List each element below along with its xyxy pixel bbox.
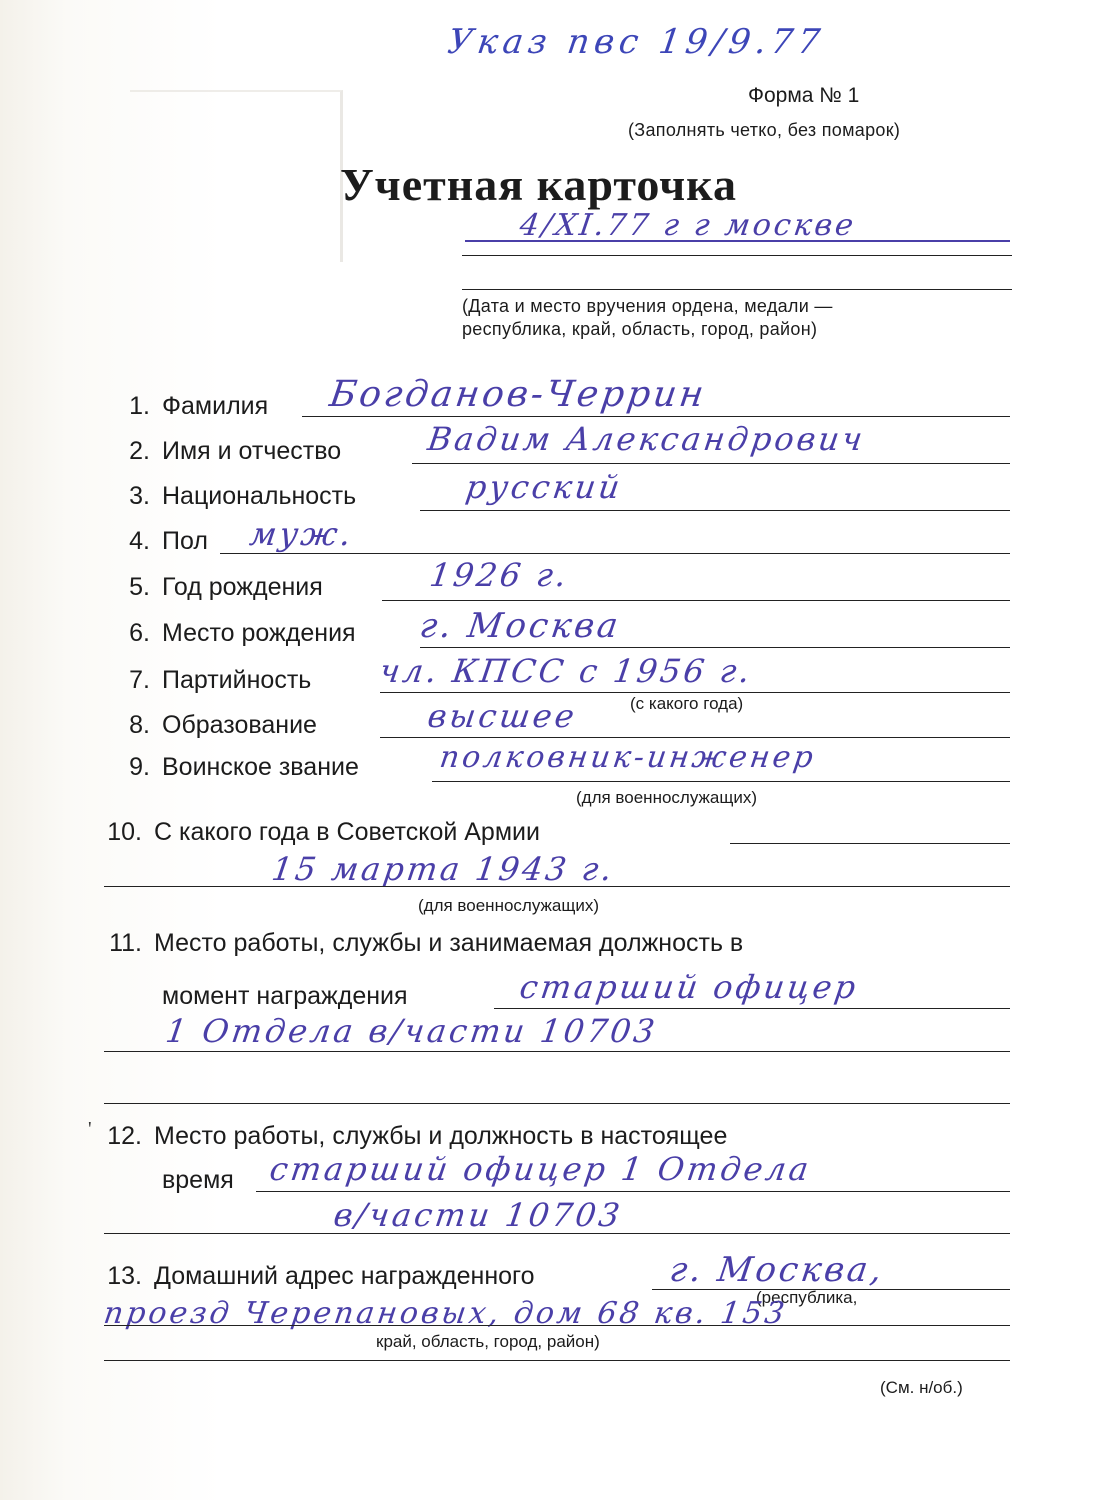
field-workplace-now-value-2: в/части 10703 (331, 1196, 625, 1234)
award-caption-1: (Дата и место вручения ордена, медали — (462, 296, 833, 316)
field-nationality-label: 3. Национальность (129, 482, 357, 510)
field-birth-place-line (420, 647, 1010, 648)
award-place-line (462, 289, 1012, 290)
field-birth-place-label: 6. Место рождения (129, 619, 356, 647)
field-education-line (380, 737, 1010, 738)
see-reverse-note: (См. н/об.) (880, 1378, 963, 1397)
field-surname-label: 1. Фамилия (129, 392, 269, 420)
field-sex-label: 4. Пол (129, 527, 208, 555)
field-birth-place-value: г. Москва (417, 606, 624, 646)
handwritten-underline (465, 240, 1010, 242)
field-address-line-2 (104, 1325, 1010, 1326)
field-name-label: 2. Имя и отчество (129, 437, 342, 465)
field-nationality-value: русский (463, 468, 625, 506)
handwritten-decree: Указ пвс 19/9.77 (445, 22, 828, 62)
field-rank-value: полковник-инженер (437, 740, 819, 775)
field-army-since-line-1 (730, 843, 1010, 844)
field-workplace-award-line-1 (494, 1008, 1010, 1009)
field-army-since-value: 15 марта 1943 г. (269, 850, 618, 888)
field-address-note-2: край, область, город, район) (376, 1332, 600, 1351)
field-address-line-3 (104, 1360, 1010, 1361)
field-army-since-line-2 (104, 886, 1010, 887)
field-workplace-award-label: 11. Место работы, службы и занимаемая должность в (109, 929, 744, 957)
field-workplace-now-value: старший офицер 1 Отдела (267, 1150, 814, 1188)
field-name-value: Вадим Александрович (425, 420, 868, 458)
field-birth-year-line (382, 600, 1010, 601)
field-address-value: г. Москва, (667, 1250, 888, 1290)
field-rank-note: (для военнослужащих) (576, 788, 757, 807)
handwritten-award-date-place: 4/XI.77 г г москве (517, 208, 859, 243)
field-workplace-now-label: 12. Место работы, службы и должность в настоящее (107, 1122, 728, 1150)
field-birth-year-value: 1926 г. (427, 556, 572, 594)
field-workplace-now-line-1 (256, 1191, 1010, 1192)
field-sex-value: муж. (247, 515, 357, 553)
form-number: Форма № 1 (748, 84, 860, 107)
field-surname-line (302, 416, 1010, 417)
field-army-since-note: (для военнослужащих) (418, 896, 599, 915)
field-address-label: 13. Домашний адрес награжденного (107, 1262, 535, 1290)
field-sex-line (220, 553, 1010, 554)
field-workplace-award-line-3 (104, 1103, 1010, 1104)
field-workplace-award-label-2: момент награждения (162, 982, 408, 1010)
field-party-value: чл. КПСС с 1956 г. (377, 652, 756, 690)
award-date-line (462, 255, 1012, 256)
field-workplace-award-value: старший офицер (517, 968, 861, 1006)
field-workplace-now-line-2 (104, 1233, 1010, 1234)
field-surname-value: Богданов-Черрин (327, 374, 710, 415)
field-name-line (412, 463, 1010, 464)
field-address-note-1: (республика, (756, 1288, 858, 1307)
field-workplace-award-line-2 (104, 1051, 1010, 1052)
field-party-note: (с какого года) (630, 694, 744, 713)
fill-instruction: (Заполнять четко, без помарок) (628, 120, 901, 140)
field-nationality-line (420, 510, 1010, 511)
field-party-label: 7. Партийность (129, 666, 312, 694)
field-education-label: 8. Образование (129, 711, 317, 739)
field-birth-year-label: 5. Год рождения (129, 573, 323, 601)
field-workplace-now-label-2: время (162, 1166, 234, 1194)
award-caption-2: республика, край, область, город, район) (462, 319, 818, 339)
field-rank-label: 9. Воинское звание (129, 753, 359, 781)
field-workplace-award-value-2: 1 Отдела в/части 10703 (163, 1012, 660, 1050)
faded-stamp (130, 90, 343, 262)
card-title: Учетная карточка (340, 159, 737, 210)
field-address-value-2: проезд Черепановых, дом 68 кв. 153 (101, 1296, 790, 1331)
field-education-value: высшее (425, 697, 580, 735)
field-army-since-label: 10. С какого года в Советской Армии (107, 818, 540, 846)
field-rank-line (432, 781, 1010, 782)
field-party-line (380, 692, 1010, 693)
margin-mark: ' (88, 1118, 92, 1140)
